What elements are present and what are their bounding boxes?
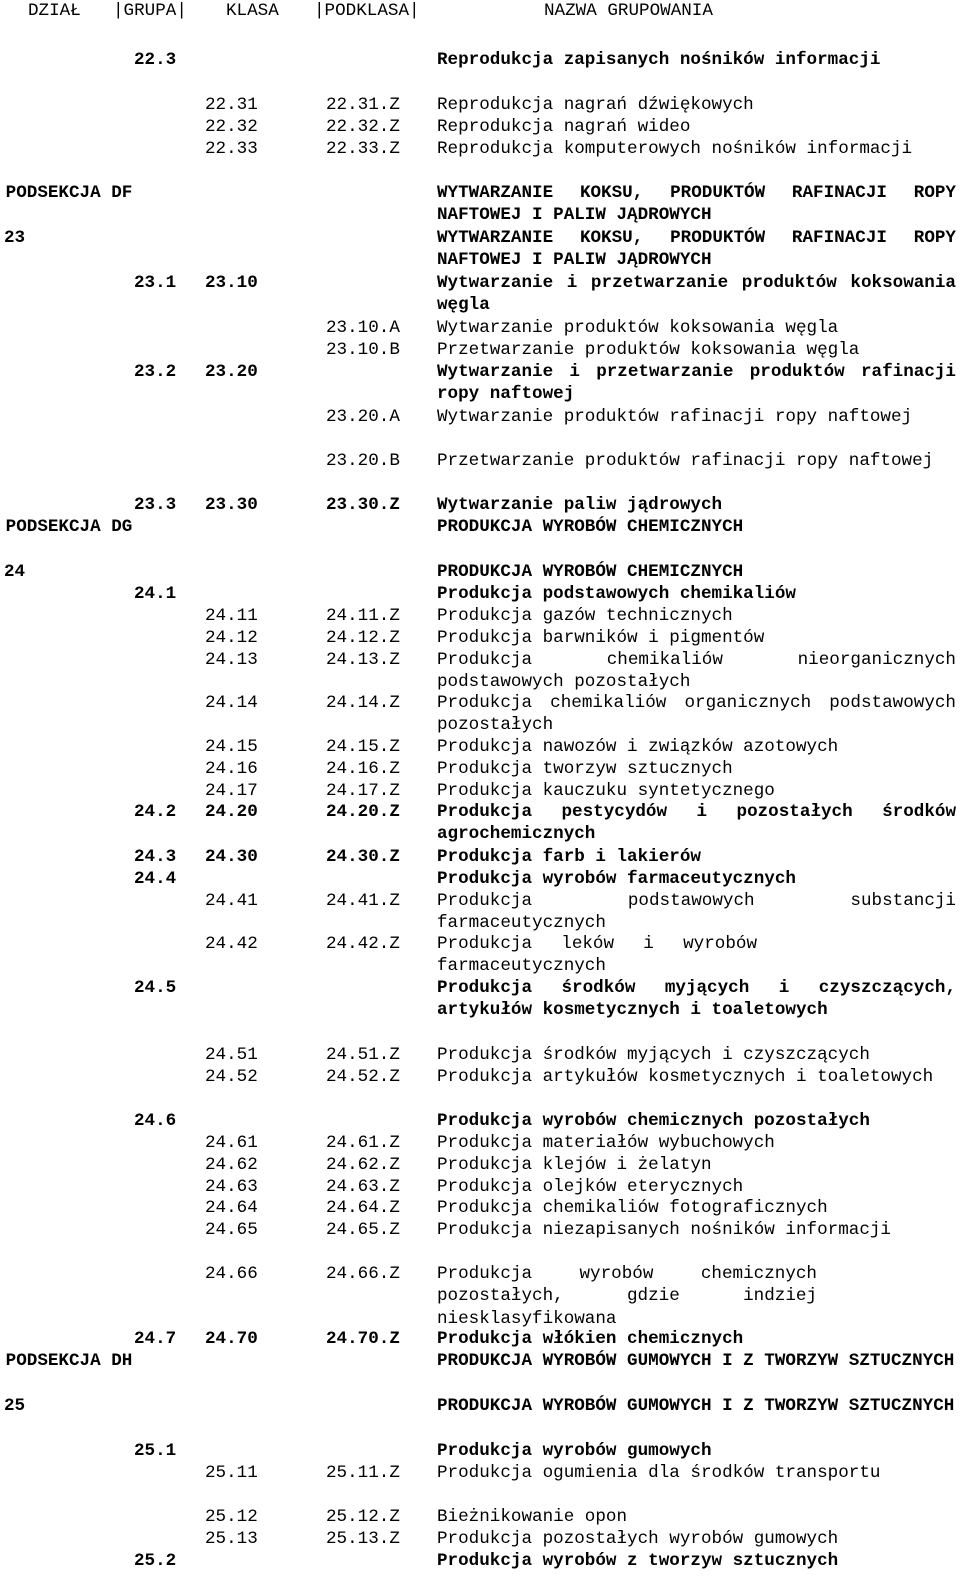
- cell-nazwa: PRODUKCJA WYROBÓW CHEMICZNYCH: [437, 562, 744, 582]
- cell-grupa: 24.3: [134, 847, 177, 867]
- cell-nazwa: Reprodukcja nagrań wideo: [437, 117, 691, 137]
- cell-nazwa: Produkcja materiałów wybuchowych: [437, 1133, 775, 1153]
- cell-podklasa: 24.12.Z: [326, 628, 400, 648]
- cell-nazwa: Reprodukcja komputerowych nośników informacji: [437, 139, 913, 159]
- cell-dzial: PODSEKCJA DH: [5, 1351, 133, 1371]
- cell-klasa: 24.66: [205, 1264, 258, 1284]
- cell-nazwa: Produkcja klejów i żelatyn: [437, 1155, 712, 1175]
- cell-nazwa: Produkcja kauczuku syntetycznego: [437, 781, 775, 801]
- cell-klasa: 24.42: [205, 934, 258, 954]
- cell-klasa: 24.15: [205, 737, 258, 757]
- cell-nazwa: PRODUKCJA WYROBÓW GUMOWYCH I Z TWORZYW SZTUCZNYCH: [437, 1351, 955, 1371]
- cell-klasa: 24.62: [205, 1155, 258, 1175]
- cell-nazwa: Bieżnikowanie opon: [437, 1507, 628, 1527]
- cell-klasa: 25.13: [205, 1529, 258, 1549]
- cell-nazwa: Produkcja chemikaliów fotograficznych: [437, 1198, 828, 1218]
- cell-nazwa: Produkcja chemikaliów nieorganicznych podstawowych pozostałych: [437, 650, 956, 693]
- cell-grupa: 23.3: [134, 495, 177, 515]
- cell-klasa: 24.70: [205, 1329, 258, 1349]
- cell-nazwa: Przetwarzanie produktów rafinacji ropy naftowej: [437, 451, 934, 471]
- cell-nazwa: Produkcja tworzyw sztucznych: [437, 759, 733, 779]
- cell-nazwa: Produkcja gazów technicznych: [437, 606, 733, 626]
- cell-klasa: 22.31: [205, 95, 258, 115]
- cell-podklasa: 25.12.Z: [326, 1507, 400, 1527]
- cell-nazwa: Produkcja podstawowych substancji farmaceutycznych: [437, 891, 956, 934]
- cell-nazwa: Produkcja podstawowych chemikaliów: [437, 584, 796, 604]
- cell-grupa: 22.3: [134, 50, 177, 70]
- cell-klasa: 23.30: [205, 495, 258, 515]
- cell-nazwa: Wytwarzanie produktów rafinacji ropy naftowej: [437, 407, 913, 427]
- cell-dzial: 23: [4, 228, 26, 248]
- cell-nazwa: Produkcja olejków eterycznych: [437, 1177, 744, 1197]
- cell-nazwa: Produkcja nawozów i związków azotowych: [437, 737, 839, 757]
- cell-podklasa: 23.10.B: [326, 340, 400, 360]
- cell-nazwa: Produkcja wyrobów chemicznych pozostałych, gdzie indziej niesklasyfikowana: [437, 1264, 817, 1329]
- cell-klasa: 24.12: [205, 628, 258, 648]
- cell-klasa: 24.14: [205, 693, 258, 713]
- cell-klasa: 24.61: [205, 1133, 258, 1153]
- cell-nazwa: Produkcja środków myjących i czyszczących, artykułów kosmetycznych i toaletowych: [437, 978, 956, 1021]
- cell-dzial: PODSEKCJA DG: [5, 517, 133, 537]
- cell-grupa: 24.6: [134, 1111, 177, 1131]
- cell-klasa: 24.13: [205, 650, 258, 670]
- cell-podklasa: 24.52.Z: [326, 1067, 400, 1087]
- cell-podklasa: 24.20.Z: [326, 802, 400, 822]
- cell-dzial: 24: [4, 562, 26, 582]
- cell-podklasa: 24.62.Z: [326, 1155, 400, 1175]
- cell-klasa: 24.51: [205, 1045, 258, 1065]
- cell-podklasa: 24.64.Z: [326, 1198, 400, 1218]
- cell-klasa: 25.12: [205, 1507, 258, 1527]
- cell-podklasa: 24.61.Z: [326, 1133, 400, 1153]
- cell-nazwa: Reprodukcja zapisanych nośników informacji: [437, 50, 881, 70]
- cell-klasa: 24.11: [205, 606, 258, 626]
- cell-klasa: 25.11: [205, 1463, 258, 1483]
- cell-podklasa: 24.42.Z: [326, 934, 400, 954]
- cell-podklasa: 23.30.Z: [326, 495, 400, 515]
- cell-klasa: 24.30: [205, 847, 258, 867]
- cell-nazwa: Wytwarzanie i przetwarzanie produktów rafinacji ropy naftowej: [437, 362, 956, 405]
- cell-nazwa: Przetwarzanie produktów koksowania węgla: [437, 340, 860, 360]
- cell-nazwa: WYTWARZANIE KOKSU, PRODUKTÓW RAFINACJI ROPY NAFTOWEJ I PALIW JĄDROWYCH: [437, 183, 956, 226]
- cell-podklasa: 22.33.Z: [326, 139, 400, 159]
- cell-nazwa: Produkcja wyrobów chemicznych pozostałych: [437, 1111, 870, 1131]
- cell-nazwa: WYTWARZANIE KOKSU, PRODUKTÓW RAFINACJI ROPY NAFTOWEJ I PALIW JĄDROWYCH: [437, 228, 956, 271]
- cell-podklasa: 24.63.Z: [326, 1177, 400, 1197]
- cell-grupa: 24.1: [134, 584, 177, 604]
- header-nazwa: NAZWA GRUPOWANIA: [544, 1, 713, 21]
- cell-podklasa: 23.10.A: [326, 318, 400, 338]
- cell-podklasa: 24.14.Z: [326, 693, 400, 713]
- cell-podklasa: 24.15.Z: [326, 737, 400, 757]
- cell-podklasa: 24.16.Z: [326, 759, 400, 779]
- header-dzial: DZIAŁ: [28, 1, 81, 21]
- cell-podklasa: 24.17.Z: [326, 781, 400, 801]
- header-podklasa: |PODKLASA|: [314, 1, 420, 21]
- header-klasa: KLASA: [226, 1, 279, 21]
- cell-nazwa: Produkcja chemikaliów organicznych podstawowych pozostałych: [437, 693, 956, 736]
- cell-klasa: 24.64: [205, 1198, 258, 1218]
- cell-nazwa: Produkcja barwników i pigmentów: [437, 628, 765, 648]
- cell-grupa: 25.2: [134, 1551, 177, 1571]
- cell-nazwa: Produkcja farb i lakierów: [437, 847, 701, 867]
- cell-nazwa: Produkcja wyrobów farmaceutycznych: [437, 869, 796, 889]
- cell-grupa: 23.2: [134, 362, 177, 382]
- cell-grupa: 24.7: [134, 1329, 177, 1349]
- cell-podklasa: 25.11.Z: [326, 1463, 400, 1483]
- cell-nazwa: Produkcja wyrobów gumowych: [437, 1441, 712, 1461]
- cell-nazwa: Produkcja leków i wyrobów farmaceutycznych: [437, 934, 757, 977]
- cell-podklasa: 24.70.Z: [326, 1329, 400, 1349]
- cell-klasa: 24.17: [205, 781, 258, 801]
- cell-nazwa: Produkcja artykułów kosmetycznych i toaletowych: [437, 1067, 934, 1087]
- cell-nazwa: Wytwarzanie i przetwarzanie produktów koksowania węgla: [437, 273, 956, 316]
- cell-klasa: 24.52: [205, 1067, 258, 1087]
- cell-nazwa: Produkcja pestycydów i pozostałych środków agrochemicznych: [437, 802, 956, 845]
- cell-podklasa: 24.65.Z: [326, 1220, 400, 1240]
- cell-podklasa: 23.20.B: [326, 451, 400, 471]
- cell-nazwa: Produkcja pozostałych wyrobów gumowych: [437, 1529, 839, 1549]
- cell-podklasa: 24.30.Z: [326, 847, 400, 867]
- cell-podklasa: 24.66.Z: [326, 1264, 400, 1284]
- cell-nazwa: Wytwarzanie paliw jądrowych: [437, 495, 723, 515]
- cell-klasa: 24.41: [205, 891, 258, 911]
- cell-grupa: 23.1: [134, 273, 177, 293]
- cell-klasa: 24.20: [205, 802, 258, 822]
- cell-nazwa: Produkcja środków myjących i czyszczących: [437, 1045, 870, 1065]
- cell-podklasa: 24.13.Z: [326, 650, 400, 670]
- cell-nazwa: Reprodukcja nagrań dźwiękowych: [437, 95, 754, 115]
- cell-nazwa: Produkcja włókien chemicznych: [437, 1329, 744, 1349]
- cell-grupa: 24.2: [134, 802, 177, 822]
- cell-nazwa: Produkcja ogumienia dla środków transportu: [437, 1463, 881, 1483]
- cell-podklasa: 24.51.Z: [326, 1045, 400, 1065]
- cell-nazwa: Produkcja niezapisanych nośników informacji: [437, 1220, 891, 1240]
- header-grupa: |GRUPA|: [113, 1, 187, 21]
- cell-podklasa: 24.11.Z: [326, 606, 400, 626]
- cell-dzial: 25: [4, 1396, 26, 1416]
- cell-klasa: 23.10: [205, 273, 258, 293]
- cell-podklasa: 24.41.Z: [326, 891, 400, 911]
- cell-grupa: 24.5: [134, 978, 177, 998]
- cell-klasa: 22.33: [205, 139, 258, 159]
- cell-klasa: 23.20: [205, 362, 258, 382]
- cell-klasa: 24.16: [205, 759, 258, 779]
- cell-podklasa: 23.20.A: [326, 407, 400, 427]
- cell-nazwa: Wytwarzanie produktów koksowania węgla: [437, 318, 839, 338]
- cell-podklasa: 22.32.Z: [326, 117, 400, 137]
- cell-klasa: 22.32: [205, 117, 258, 137]
- cell-grupa: 25.1: [134, 1441, 177, 1461]
- cell-dzial: PODSEKCJA DF: [5, 183, 133, 203]
- cell-nazwa: PRODUKCJA WYROBÓW CHEMICZNYCH: [437, 517, 744, 537]
- cell-klasa: 24.63: [205, 1177, 258, 1197]
- cell-podklasa: 25.13.Z: [326, 1529, 400, 1549]
- cell-klasa: 24.65: [205, 1220, 258, 1240]
- cell-grupa: 24.4: [134, 869, 177, 889]
- cell-nazwa: Produkcja wyrobów z tworzyw sztucznych: [437, 1551, 839, 1571]
- cell-nazwa: PRODUKCJA WYROBÓW GUMOWYCH I Z TWORZYW SZTUCZNYCH: [437, 1396, 955, 1416]
- cell-podklasa: 22.31.Z: [326, 95, 400, 115]
